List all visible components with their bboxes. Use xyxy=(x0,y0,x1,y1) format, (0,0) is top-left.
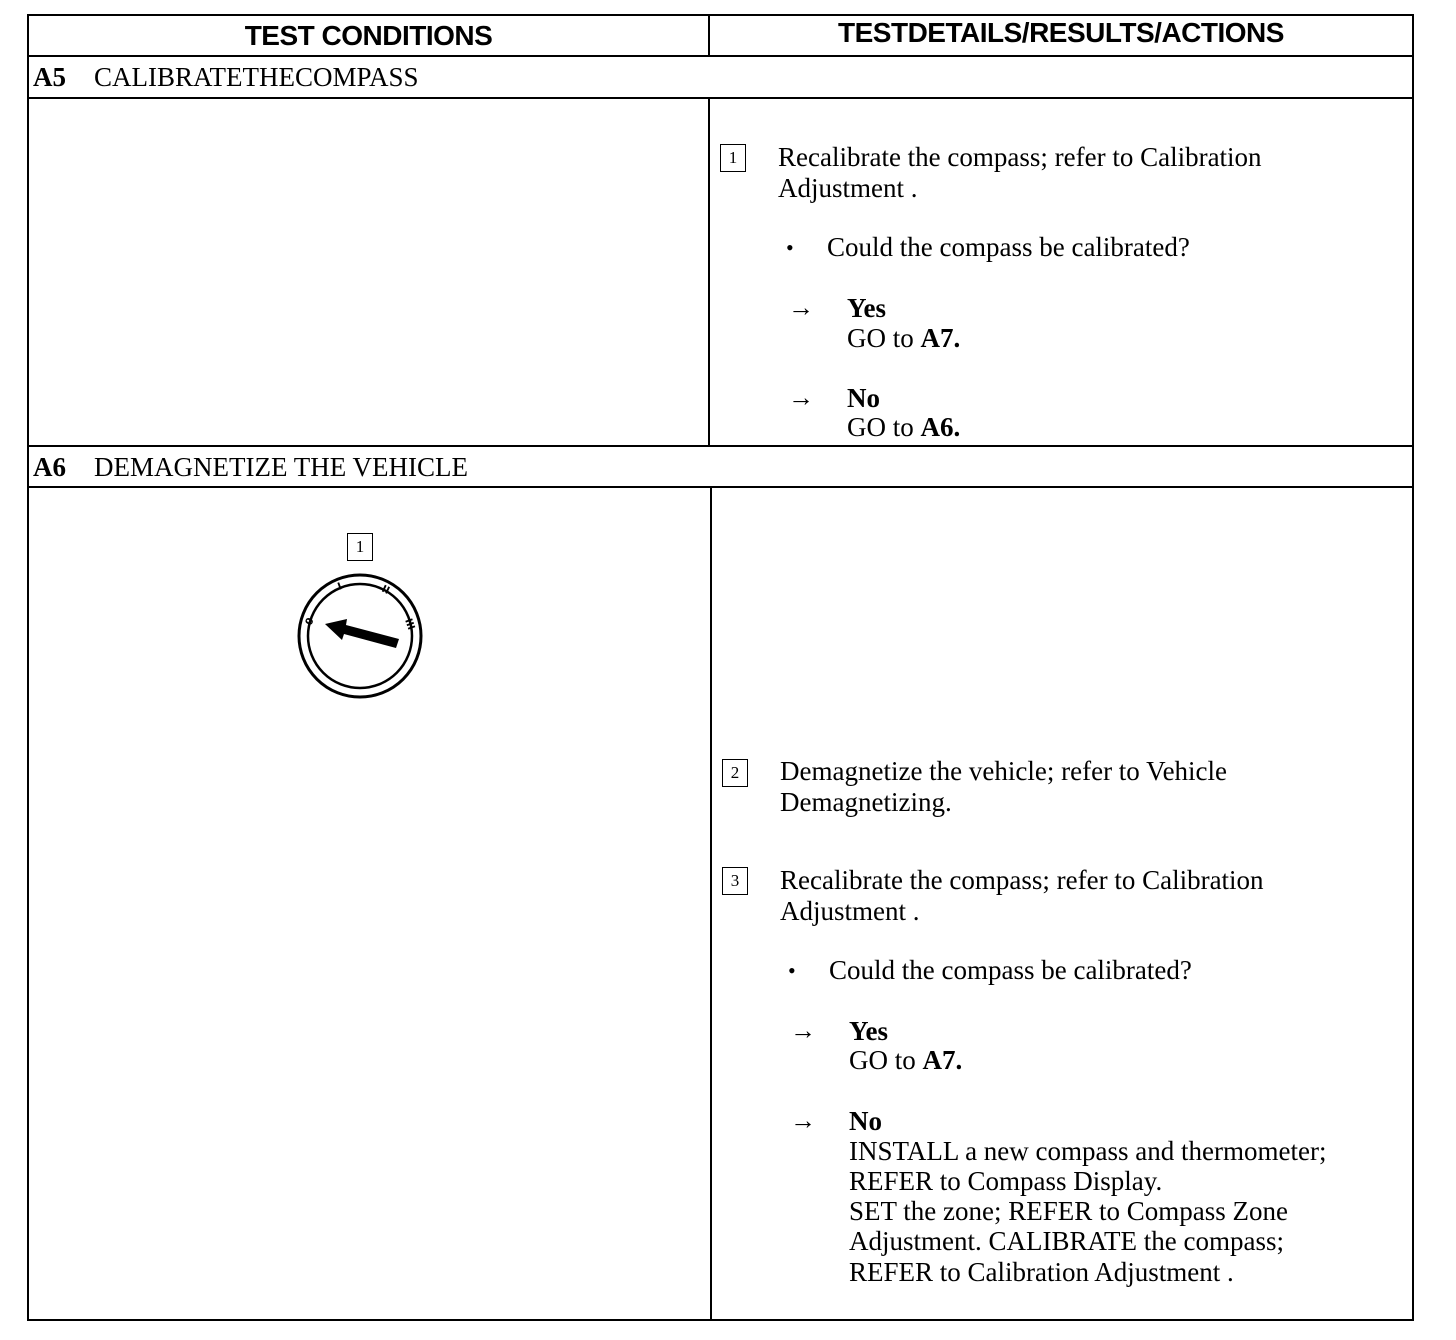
step-text: Recalibrate the compass; refer to Calibration xyxy=(780,865,1264,895)
arrow-right-icon: → xyxy=(790,1016,816,1045)
table-frame xyxy=(27,14,1414,1321)
arrow-right-icon: → xyxy=(788,293,814,322)
ignition-key-icon xyxy=(295,572,427,700)
no-action-line: SET the zone; REFER to Compass Zone xyxy=(849,1196,1288,1226)
question-text: Could the compass be calibrated? xyxy=(829,955,1192,985)
go-to-a7: GO to A7. xyxy=(849,1045,963,1075)
bullet-icon: • xyxy=(788,958,796,983)
step-number-box: 2 xyxy=(722,759,748,787)
arrow-right-icon: → xyxy=(788,383,814,412)
position-mark-2: II xyxy=(379,583,392,597)
position-mark-3: III xyxy=(402,617,417,632)
step-text: Demagnetize the vehicle; refer to Vehicle xyxy=(780,756,1228,786)
header-test-conditions: TEST CONDITIONS xyxy=(244,20,493,51)
step-text: Adjustment . xyxy=(780,896,920,926)
section-name: DEMAGNETIZE THE VEHICLE xyxy=(94,452,468,482)
step-number-box: 1 xyxy=(720,144,746,172)
yes-label: Yes xyxy=(849,1016,888,1046)
bullet-icon: • xyxy=(786,235,794,260)
key-arrow-shape xyxy=(325,619,399,648)
no-action-line: REFER to Calibration Adjustment . xyxy=(849,1257,1234,1287)
a5-title-rule xyxy=(27,97,1414,99)
section-code: A6 xyxy=(33,452,66,482)
go-to-a7: GO to A7. xyxy=(847,323,961,353)
header-test-details: TESTDETAILS/RESULTS/ACTIONS xyxy=(838,17,1284,48)
no-action-line: Adjustment. CALIBRATE the compass; xyxy=(849,1226,1284,1256)
section-code: A5 xyxy=(33,62,66,92)
yes-label: Yes xyxy=(847,293,886,323)
arrow-right-icon: → xyxy=(790,1106,816,1135)
no-label: No xyxy=(847,383,880,413)
position-mark-0: 0 xyxy=(303,616,317,628)
question-text: Could the compass be calibrated? xyxy=(827,232,1190,262)
a6-title-rule xyxy=(27,486,1414,488)
header-rule xyxy=(27,55,1414,57)
no-label: No xyxy=(849,1106,882,1136)
a6-top-rule xyxy=(27,445,1414,447)
step-text: Adjustment . xyxy=(778,173,918,203)
no-action-line: INSTALL a new compass and thermometer; xyxy=(849,1136,1327,1166)
figure-step-box: 1 xyxy=(347,533,373,561)
position-mark-1: I xyxy=(336,581,344,593)
step-number-box: 3 xyxy=(722,867,748,895)
no-action-line: REFER to Compass Display. xyxy=(849,1166,1163,1196)
go-to-a6: GO to A6. xyxy=(847,412,961,442)
section-a6-title xyxy=(33,452,468,483)
step-text: Demagnetizing. xyxy=(780,787,952,817)
a5-column-divider xyxy=(708,97,710,446)
section-a5-title xyxy=(33,62,419,93)
section-name: CALIBRATETHECOMPASS xyxy=(94,62,419,92)
a6-column-divider xyxy=(710,486,712,1321)
step-text: Recalibrate the compass; refer to Calibration xyxy=(778,142,1262,172)
